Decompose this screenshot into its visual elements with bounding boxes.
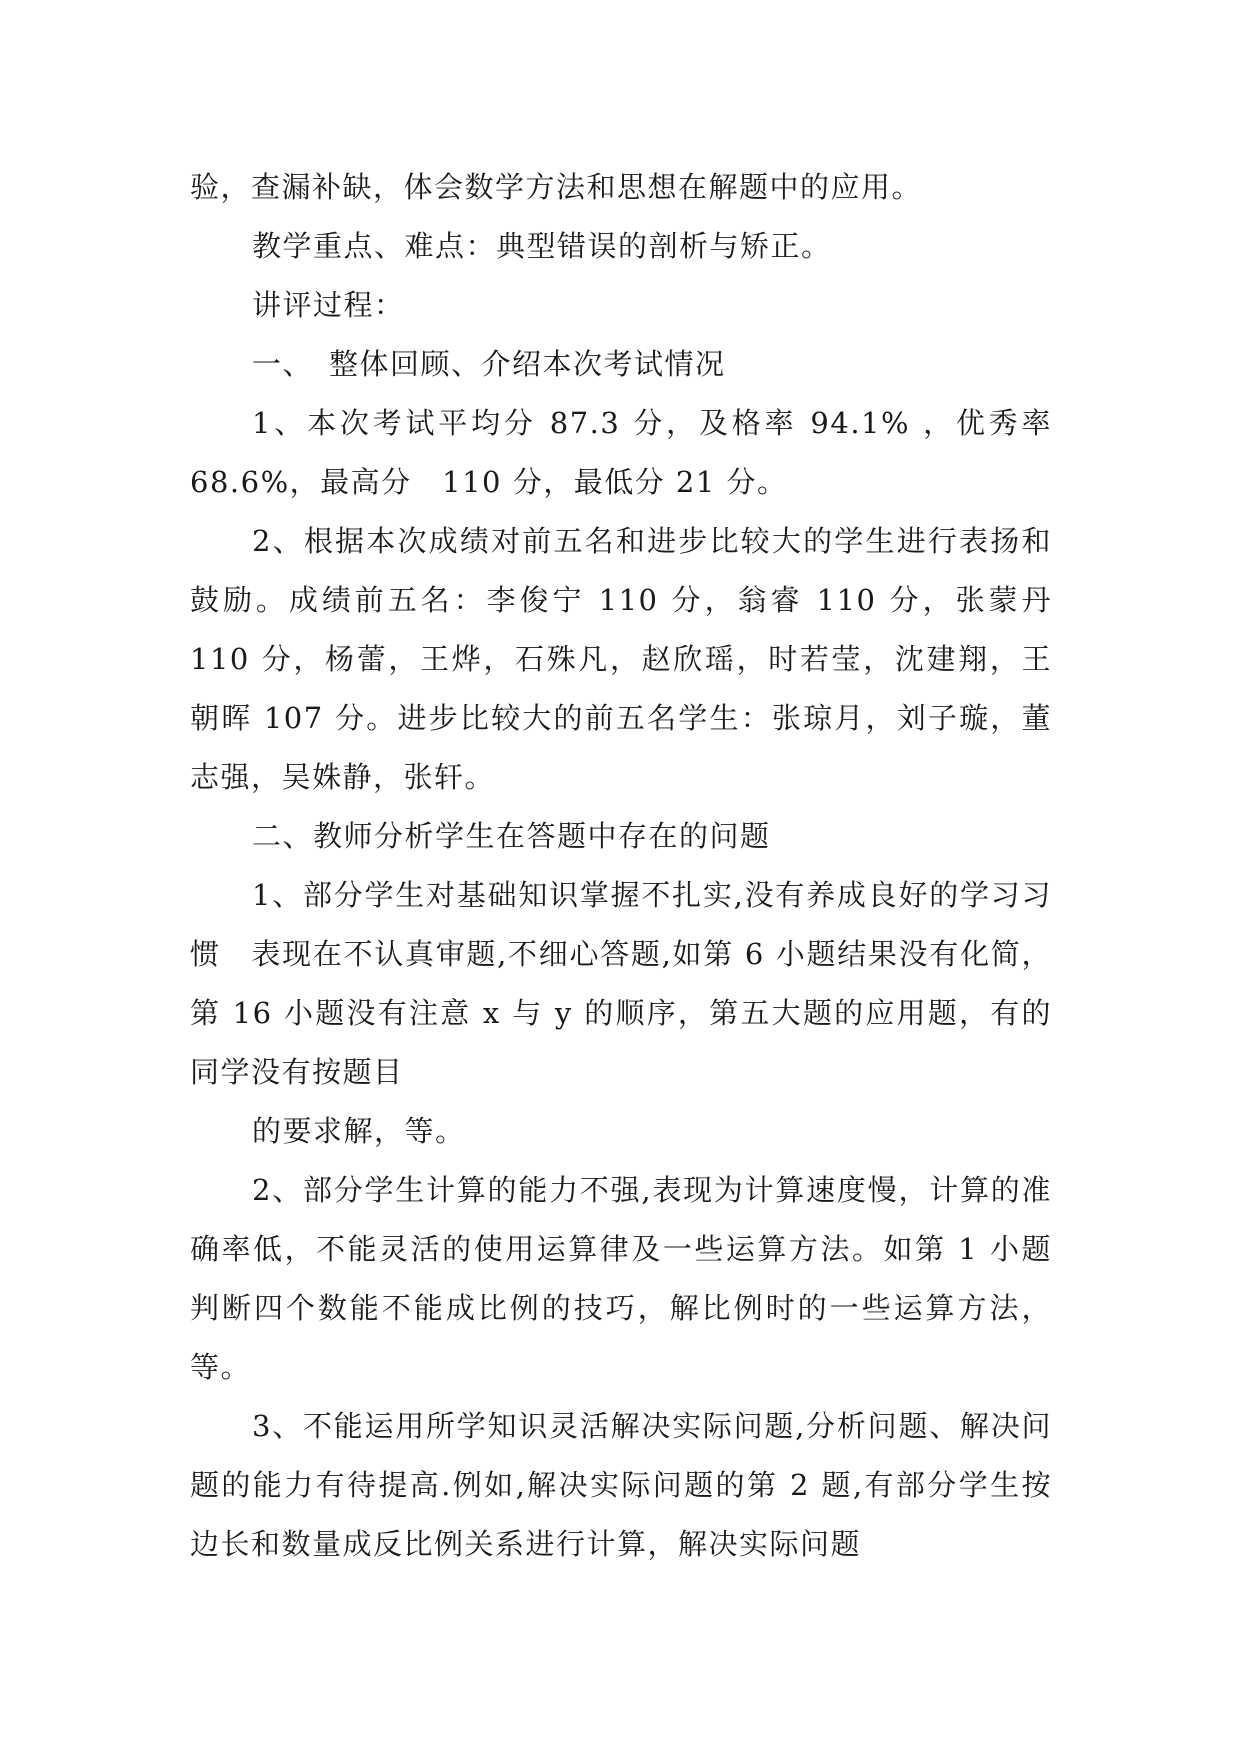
paragraph-top-students: 2、根据本次成绩对前五名和进步比较大的学生进行表扬和鼓励。成绩前五名：李俊宁 110 分，翁睿 110 分，张蒙丹 110 分，杨蕾，王烨，石殊凡，赵欣瑶，时若莹，沈建翔，王朝晖 107 分。进步比较大的前五名学生：张琼月，刘子璇，董志强，吴姝静，张轩。	[190, 524, 1052, 794]
paragraph-key-points: 教学重点、难点：典型错误的剖析与矫正。	[252, 229, 832, 263]
paragraph-problem-2: 2、部分学生计算的能力不强,表现为计算速度慢，计算的准确率低，不能灵活的使用运算律及一些运算方法。如第 1 小题判断四个数能不能成比例的技巧，解比例时的一些运算方法，等。	[190, 1173, 1052, 1384]
section-heading-overview: 一、 整体回顾、介绍本次考试情况	[252, 347, 726, 381]
paragraph-continuation: 验，查漏补缺，体会数学方法和思想在解题中的应用。	[190, 170, 923, 204]
document-body	[190, 158, 1052, 1574]
paragraph-problem-3: 3、不能运用所学知识灵活解决实际问题,分析问题、解决问题的能力有待提高.例如,解决实际问题的第 2 题,有部分学生按边长和数量成反比例关系进行计算，解决实际问题	[190, 1409, 1052, 1561]
paragraph-exam-statistics: 1、本次考试平均分 87.3 分，及格率 94.1% ，优秀率 68.6%，最高分 110 分，最低分 21 分。	[190, 406, 1052, 499]
paragraph-problem-1: 1、部分学生对基础知识掌握不扎实,没有养成良好的学习习惯 表现在不认真审题,不细心答题,如第 6 小题结果没有化简，第 16 小题没有注意 x 与 y 的顺序，第五大题的应用题，有的同学没有按题目	[190, 878, 1052, 1089]
section-heading-problems: 二、教师分析学生在答题中存在的问题	[252, 819, 771, 853]
paragraph-problem-1-continued: 的要求解，等。	[252, 1114, 466, 1148]
paragraph-review-process-heading: 讲评过程：	[252, 288, 405, 322]
